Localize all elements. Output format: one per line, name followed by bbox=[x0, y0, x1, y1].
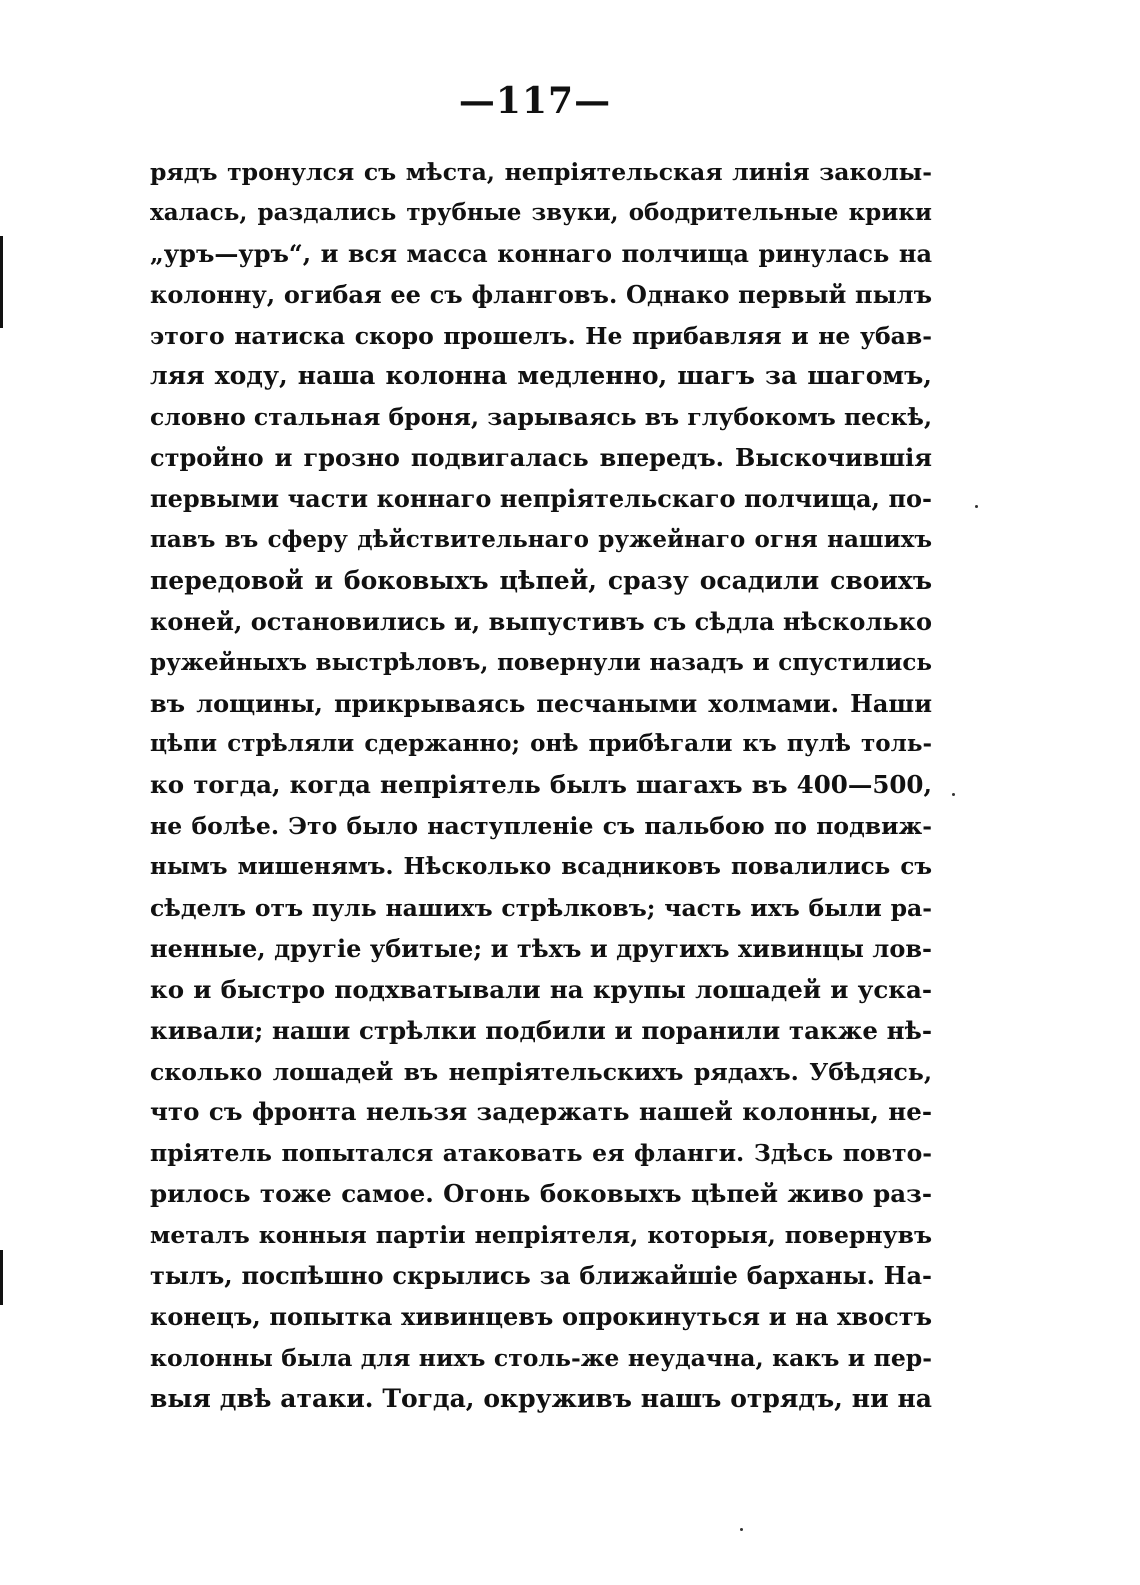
text-line: колонну, огибая ее съ фланговъ. Однако первый пылъ bbox=[150, 279, 932, 309]
text-line: металъ конныя партіи непріятеля, которыя, повернувъ bbox=[150, 1221, 932, 1250]
text-line: сѣделъ отъ пуль нашихъ стрѣлковъ; часть ихъ были ра- bbox=[150, 894, 932, 923]
text-line: не болѣе. Это было наступленіе съ пальбою по подвиж- bbox=[150, 812, 932, 841]
text-line: сколько лошадей въ непріятельскихъ рядахъ. Убѣдясь, bbox=[150, 1057, 932, 1086]
text-line: ко тогда, когда непріятель былъ шагахъ въ 400—500, bbox=[150, 770, 932, 800]
scan-edge-mark-top bbox=[0, 236, 3, 328]
text-line: конецъ, попытка хивинцевъ опрокинуться и на хвостъ bbox=[150, 1301, 932, 1331]
text-line: нымъ мишенямъ. Нѣсколько всадниковъ повалились съ bbox=[150, 853, 932, 881]
page-number: —117— bbox=[458, 80, 612, 122]
text-line: пріятель попытался атаковать ея фланги. Здѣсь повто- bbox=[150, 1139, 932, 1168]
scan-edge-mark-bottom bbox=[0, 1250, 3, 1305]
text-line: словно стальная броня, зарываясь въ глубокомъ пескѣ, bbox=[150, 403, 932, 432]
scan-speck bbox=[975, 505, 978, 508]
text-line: ко и быстро подхватывали на крупы лошадей и уска- bbox=[150, 974, 932, 1004]
text-line: рилось тоже самое. Огонь боковыхъ цѣпей живо раз- bbox=[150, 1179, 932, 1209]
text-line: халась, раздались трубные звуки, ободрительные крики bbox=[150, 198, 932, 226]
text-line: ненные, другіе убитые; и тѣхъ и другихъ хивинцы лов- bbox=[150, 933, 932, 963]
text-line: выя двѣ атаки. Тогда, окруживъ нашъ отрядъ, ни на bbox=[150, 1383, 932, 1413]
text-line: павъ въ сферу дѣйствительнаго ружейнаго огня нашихъ bbox=[150, 526, 932, 554]
text-line: рядъ тронулся съ мѣста, непріятельская линія заколы- bbox=[150, 158, 932, 186]
text-line: коней, остановились и, выпустивъ съ сѣдла нѣсколько bbox=[150, 606, 932, 636]
text-line: ляя ходу, наша колонна медленно, шагъ за шагомъ, bbox=[150, 361, 932, 391]
text-line: въ лощины, прикрываясь песчаными холмами. Наши bbox=[150, 688, 932, 718]
text-line: кивали; наши стрѣлки подбили и поранили также нѣ- bbox=[150, 1015, 932, 1045]
text-line: первыми части коннаго непріятельскаго полчища, по- bbox=[150, 484, 932, 514]
scan-speck bbox=[952, 793, 955, 796]
text-line: этого натиска скоро прошелъ. Не прибавляя и не убав- bbox=[150, 321, 932, 350]
text-line: „уръ—уръ“, и вся масса коннаго полчища ринулась на bbox=[150, 238, 932, 268]
text-line: что съ фронта нельзя задержать нашей колонны, не- bbox=[150, 1097, 932, 1127]
text-line: колонны была для нихъ столь-же неудачна, какъ и пер- bbox=[150, 1343, 932, 1372]
text-line: стройно и грозно подвигалась впередъ. Выскочившія bbox=[150, 443, 932, 473]
body-text bbox=[150, 152, 932, 1420]
scan-speck bbox=[740, 1528, 743, 1531]
text-line: передовой и боковыхъ цѣпей, сразу осадили своихъ bbox=[150, 565, 932, 595]
text-line: цѣпи стрѣляли сдержанно; онѣ прибѣгали къ пулѣ толь- bbox=[150, 730, 932, 758]
text-line: тылъ, поспѣшно скрылись за ближайшіе барханы. На- bbox=[150, 1261, 932, 1291]
text-line: ружейныхъ выстрѣловъ, повернули назадъ и спустились bbox=[150, 648, 932, 676]
